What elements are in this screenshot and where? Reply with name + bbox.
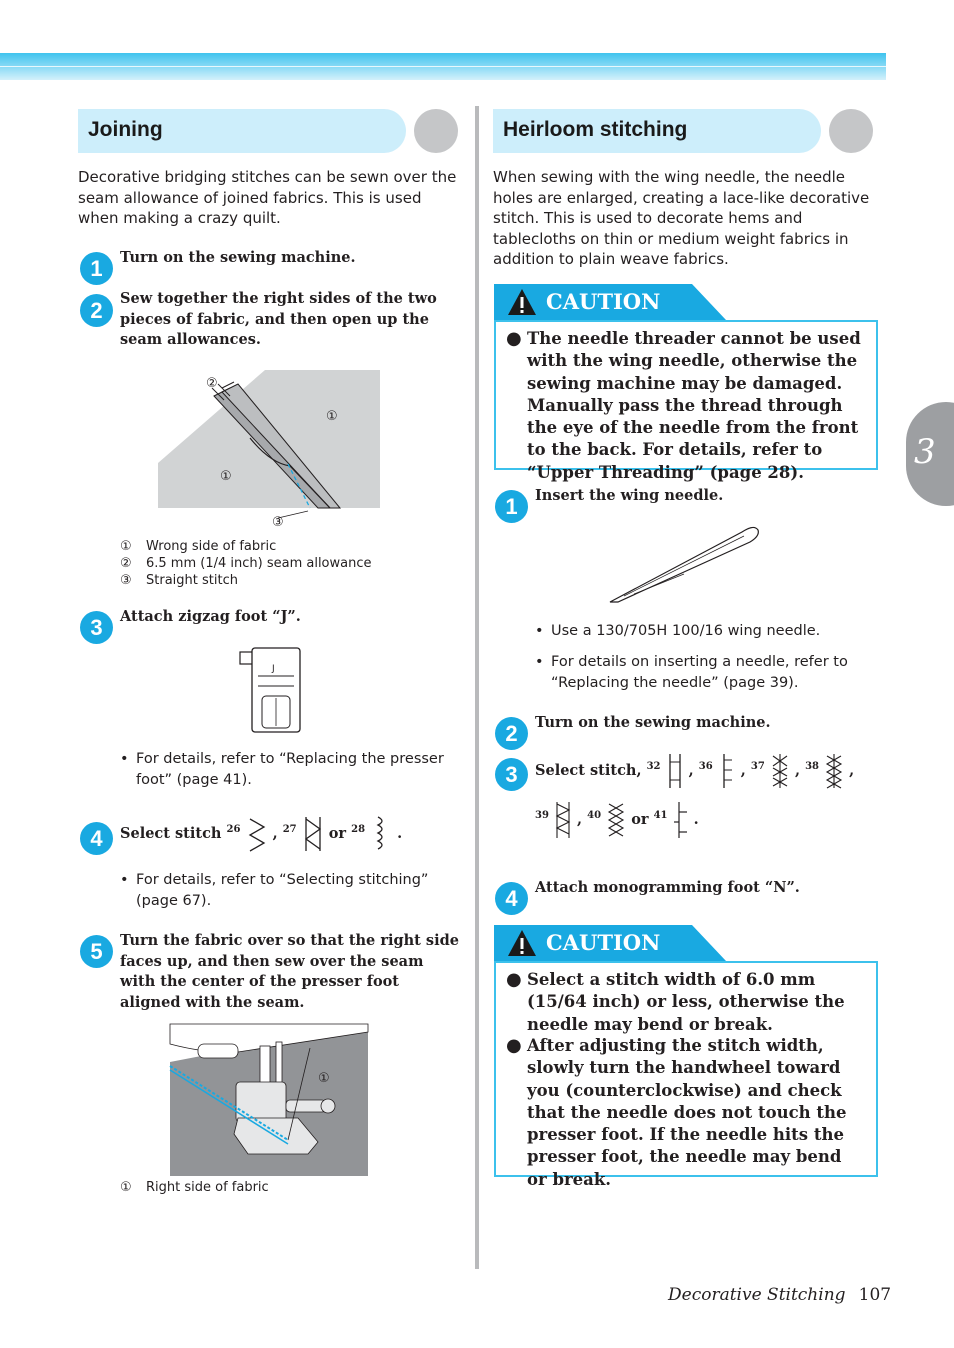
step-text: Turn on the sewing machine.: [535, 714, 771, 731]
legend-text: Wrong side of fabric: [146, 539, 277, 554]
caution-item: [496, 969, 866, 1036]
figure-legend: [120, 538, 420, 589]
seam-allowance-illustration: [150, 368, 390, 533]
footer-section: Decorative Stitching: [668, 1285, 846, 1305]
stitch-37-icon[interactable]: [770, 752, 790, 790]
caution-header: [494, 284, 754, 320]
note-text: For details on inserting a needle, refer to “Replacing the needle” (page 39).: [551, 654, 848, 691]
chapter-tab: [906, 402, 954, 506]
stitch-number: 32: [646, 761, 661, 773]
note-text: Use a 130/705H 100/16 wing needle.: [551, 623, 821, 639]
joining-header: [78, 109, 458, 153]
select-stitch-label: Select stitch,: [535, 762, 642, 779]
step-number: 2: [80, 294, 113, 327]
foot-letter: J: [272, 664, 275, 674]
joining-title: Joining: [88, 118, 163, 141]
heirloom-header: [493, 109, 873, 153]
caution-text: The needle threader cannot be used with the wing needle, otherwise the sewing machine may be damaged. Manually pass the thread through the eye of the needle from the front to the back. For details, refer to “Upper Threading” (page 28).: [527, 329, 861, 482]
stitch-28-icon[interactable]: [370, 815, 392, 853]
note: [535, 621, 865, 642]
zigzag-foot-icon: [236, 646, 304, 736]
bullet-icon: •: [120, 751, 129, 767]
bullet-icon: •: [535, 654, 544, 670]
step-number: 1: [495, 490, 528, 523]
caution-box: [494, 961, 878, 1189]
step-text: Turn the fabric over so that the right side faces up, and then sew over the seam with the center of the presser foot aligned with the seam.: [120, 932, 459, 1011]
page-footer: [668, 1285, 892, 1305]
stitch-40-icon[interactable]: [606, 800, 626, 840]
stitch-number: 37: [750, 761, 765, 773]
stitch-39-icon[interactable]: [554, 800, 572, 840]
step-number: 2: [495, 717, 528, 750]
stitch-number: 28: [351, 824, 366, 836]
warning-icon: [506, 287, 538, 317]
stitch-number: 36: [698, 761, 713, 773]
step-text: Attach monogramming foot “N”.: [535, 879, 800, 896]
step-number: 4: [80, 822, 113, 855]
figure-legend: [120, 1179, 420, 1196]
callout-2: ②: [206, 376, 218, 391]
joining-intro: Decorative bridging stitches can be sewn over the seam allowance of joined fabrics. This is used when making a crazy quilt.: [78, 168, 457, 227]
caution-box: [494, 320, 878, 482]
chapter-number: 3: [914, 432, 936, 472]
column-divider: [475, 106, 479, 1269]
stitch-number: 41: [653, 810, 668, 822]
page-number: 107: [858, 1285, 892, 1305]
legend-item: [120, 538, 420, 555]
bullet-icon: •: [535, 623, 544, 639]
step-text: Insert the wing needle.: [535, 487, 724, 504]
stitch-number: 26: [226, 824, 241, 836]
step-text: Select stitch $^{26}$ , $^{27}$ or $^{28}$ .: [120, 815, 460, 853]
or-label: or: [631, 811, 649, 828]
step-number: 3: [80, 611, 113, 644]
stitch-32-icon[interactable]: [666, 752, 684, 790]
callout-1: ①: [326, 409, 338, 424]
legend-mark: ②: [120, 556, 132, 571]
caution-text: Select a stitch width of 6.0 mm (15/64 inch) or less, otherwise the needle may bend or break.: [527, 970, 845, 1034]
legend-mark: ③: [120, 573, 132, 588]
stitch-number: 40: [587, 810, 602, 822]
caution-item: [496, 1035, 866, 1191]
caution-text: After adjusting the stitch width, slowly turn the handwheel toward you (counterclockwise) and check that the needle does not touch the presser foot. If the needle hits the presser foot, the needle may bend or break.: [527, 1036, 847, 1189]
legend-text: Right side of fabric: [146, 1180, 269, 1195]
legend-mark: ①: [120, 539, 132, 554]
stitch-41-icon[interactable]: [673, 800, 689, 840]
step-text-continued: $^{39}$ , $^{40}$ or $^{41}$ .: [535, 800, 875, 840]
sewing-foot-illustration: [168, 1022, 372, 1180]
note: [120, 870, 460, 912]
stitch-38-icon[interactable]: [824, 752, 844, 790]
callout-1: ①: [318, 1071, 330, 1086]
caution-header: [494, 925, 754, 961]
step-text: Attach zigzag foot “J”.: [120, 608, 301, 625]
callout-1: ①: [220, 469, 232, 484]
select-stitch-label: Select stitch: [120, 825, 222, 842]
stitch-36-icon[interactable]: [718, 752, 736, 790]
stitch-27-icon[interactable]: [302, 815, 324, 853]
step-number: 1: [80, 252, 113, 285]
legend-mark: ①: [120, 1180, 132, 1195]
bullet-icon: ●: [506, 328, 522, 349]
warning-icon: [506, 928, 538, 958]
bullet-icon: ●: [506, 969, 522, 990]
caution-item: [496, 328, 866, 484]
step-number: 4: [495, 882, 528, 915]
step-text: Turn on the sewing machine.: [120, 249, 356, 266]
wing-needle-icon: [604, 522, 764, 606]
caution-label: CAUTION: [546, 930, 661, 955]
or-label: or: [328, 825, 347, 842]
heirloom-title: Heirloom stitching: [503, 118, 688, 141]
legend-text: Straight stitch: [146, 573, 238, 588]
stitch-number: 39: [535, 810, 549, 822]
note-text: For details, refer to “Replacing the presser foot” (page 41).: [136, 751, 444, 788]
heirloom-intro: When sewing with the wing needle, the needle holes are enlarged, creating a lace-like decorative stitch. This is used to decorate hems and tablecloths on thin or medium weight fabrics in addition to plain weave fabrics.: [493, 168, 870, 268]
step-number: 5: [80, 935, 113, 968]
legend-item: [120, 555, 420, 572]
stitch-number: 38: [805, 761, 819, 773]
note: [535, 652, 865, 694]
stitch-26-icon[interactable]: [246, 815, 268, 853]
step-text: Sew together the right sides of the two pieces of fabric, and then open up the seam allowances.: [120, 290, 437, 348]
callout-3: ③: [272, 515, 284, 530]
top-banner-line: [0, 66, 886, 67]
note: [120, 749, 450, 791]
note-text: For details, refer to “Selecting stitching” (page 67).: [136, 872, 429, 909]
legend-item: [120, 572, 420, 589]
bullet-icon: •: [120, 872, 129, 888]
step-number: 3: [495, 758, 528, 791]
bullet-icon: ●: [506, 1035, 522, 1056]
legend-text: 6.5 mm (1/4 inch) seam allowance: [146, 556, 372, 571]
caution-label: CAUTION: [546, 289, 661, 314]
stitch-number: 27: [282, 824, 297, 836]
step-text: Select stitch, $^{32}$ , $^{36}$ , $^{37}$ , $^{38}$ ,: [535, 752, 875, 790]
